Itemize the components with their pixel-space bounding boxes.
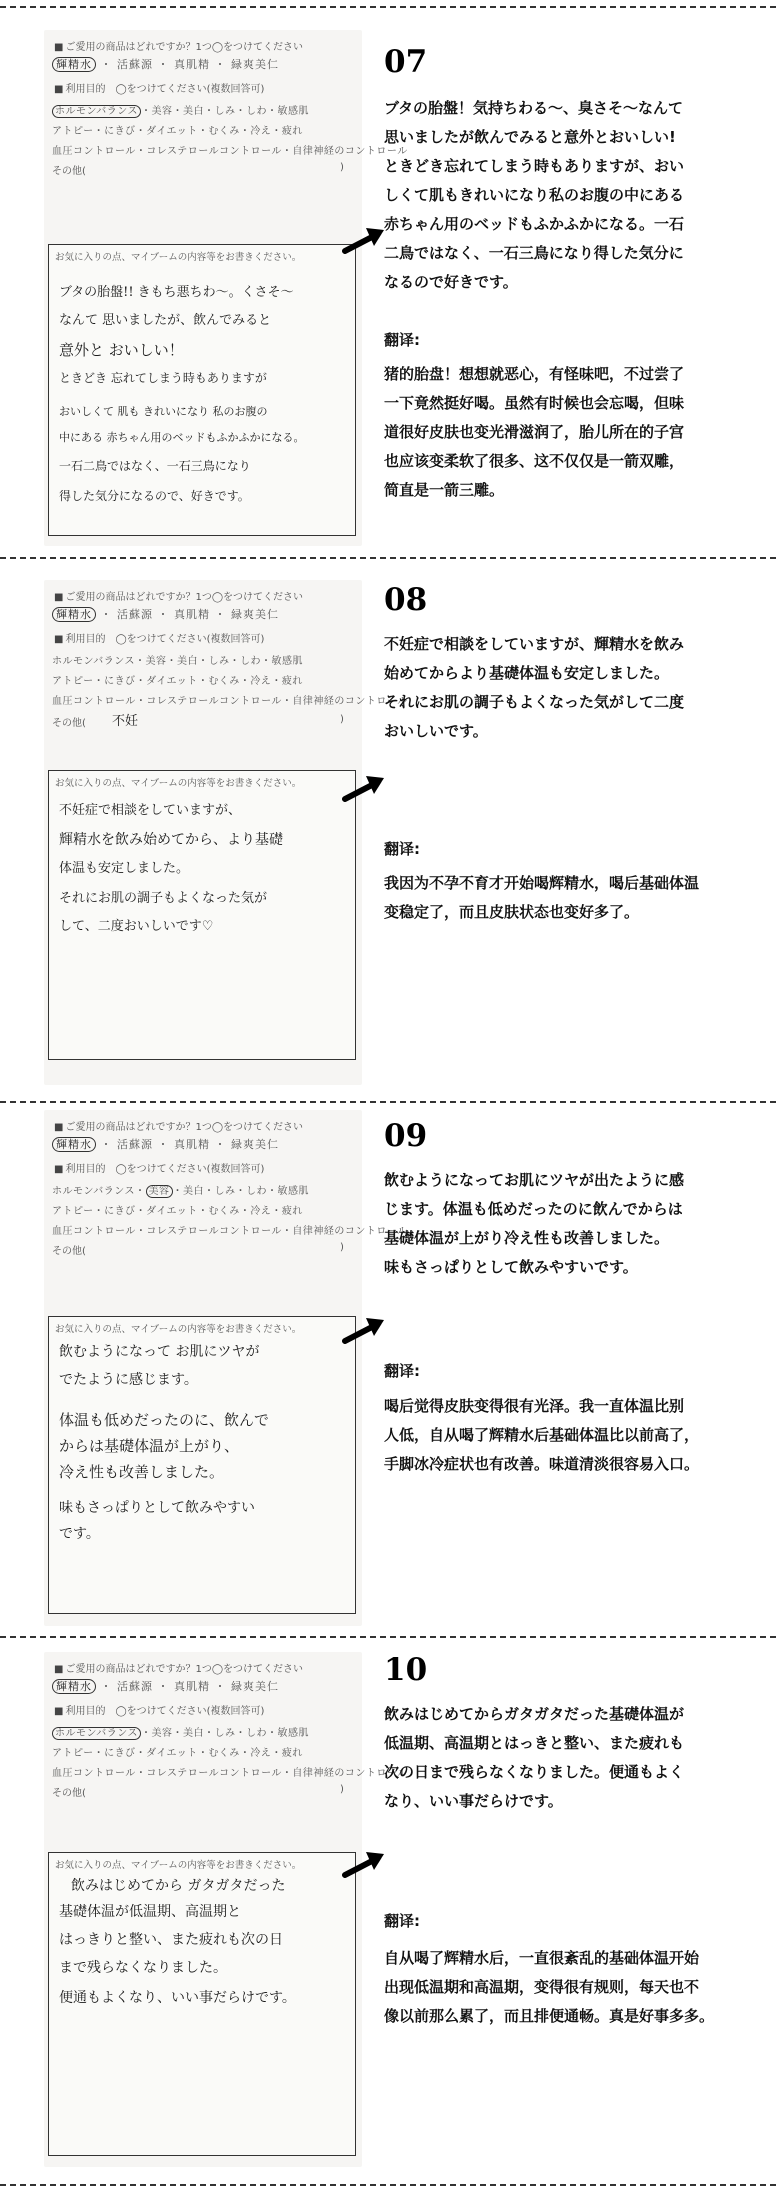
purpose-option: ホルモンバランス (52, 1186, 135, 1197)
testimonial-number: 10 (384, 1652, 428, 1688)
japanese-line: じます。体温も低めだったのに飲んでからは (384, 1200, 683, 1218)
product-option: 活蘇源 (117, 58, 153, 71)
purpose-option: 美白 (183, 1186, 204, 1197)
comment-prompt: お気に入りの点、マイブームの内容等をお書きください。 (55, 1860, 302, 1871)
japanese-line: それにお肌の調子もよくなった気がして二度 (384, 693, 685, 711)
product-option: 真肌精 (174, 58, 210, 71)
purpose-options: アトピー・にきび・ダイエット・むくみ・冷え・疲れ (52, 676, 303, 687)
purpose-option: むくみ (208, 1206, 240, 1217)
purpose-option: 冷え (250, 1206, 272, 1217)
purpose-option: 美白 (183, 1728, 204, 1739)
handwritten-line: です。 (59, 1526, 100, 1542)
handwritten-line: 基礎体温が低温期、高温期と (59, 1904, 241, 1920)
product-options: 輝精水 ・ 活蘇源 ・ 真肌精 ・ 緑爽美仁 (52, 56, 279, 72)
comment-box (48, 1852, 356, 2156)
comment-box (48, 1316, 356, 1614)
japanese-line: 二鳥ではなく、一石三鳥になり得した気分に (384, 244, 684, 262)
chinese-line: 出现低温期和高温期，变得很有规则，每天也不 (384, 1978, 700, 1996)
paren-close: ) (340, 162, 344, 173)
divider (0, 2184, 776, 2186)
handwritten-line: 便通もよくなり、いい事だらけです。 (59, 1990, 296, 2006)
japanese-line: 始めてからより基礎体温も安定しました。 (384, 664, 670, 682)
product-option: 輝精水 (52, 57, 96, 72)
purpose-option: 疲れ (281, 1748, 303, 1759)
japanese-line: おいしいです。 (384, 722, 488, 740)
translation-label: 翻译: (384, 331, 420, 349)
purpose-option: 敏感肌 (271, 656, 303, 667)
handwritten-line: 得した気分になるので、好きです。 (59, 489, 250, 503)
product-question: ■ ご愛用の商品はどれですか？1つ◯をつけてください (54, 1660, 303, 1675)
product-options: 輝精水 ・ 活蘇源 ・ 真肌精 ・ 緑爽美仁 (52, 1678, 279, 1694)
japanese-line: 低温期、高温期とはっきと整い、また疲れも (384, 1734, 685, 1752)
purpose-option: にきび (104, 126, 136, 137)
chinese-line: 喝后觉得皮肤变得很有光泽。我一直体温比别 (384, 1397, 685, 1415)
purpose-option: アトピー (52, 126, 94, 137)
purpose-options: 血圧コントロール・コレステロールコントロール・自律神経のコントロール (52, 1226, 408, 1237)
handwritten-line: ときどき 忘れてしまう時もありますが (59, 371, 267, 385)
japanese-text (384, 94, 760, 297)
comment-box (48, 244, 356, 536)
product-option: 輝精水 (52, 1679, 96, 1694)
handwritten-line: 中にある 赤ちゃん用のベッドもふかふかになる。 (59, 431, 305, 444)
product-option: 緑爽美仁 (231, 608, 279, 621)
product-option: 輝精水 (52, 607, 96, 622)
other-label: その他( (52, 718, 86, 729)
testimonial-number: 08 (384, 582, 428, 618)
purpose-options: 血圧コントロール・コレステロールコントロール・自律神経のコントロール (52, 146, 408, 157)
purpose-options: 血圧コントロール・コレステロールコントロール・自律神経のコントロール (52, 696, 408, 707)
product-option: 輝精水 (52, 1137, 96, 1152)
handwritten-line: まで残らなくなりました。 (59, 1960, 227, 1976)
product-question: ■ ご愛用の商品はどれですか？1つ◯をつけてください (54, 38, 303, 53)
chinese-line: 像以前那么累了，而且排便通畅。真是好事多多。 (384, 2007, 715, 2025)
japanese-line: 次の日まで残らなくなりました。便通もよく (384, 1763, 685, 1781)
comment-box (48, 770, 356, 1060)
arrow-icon (342, 1316, 386, 1344)
purpose-option: ホルモンバランス (52, 656, 135, 667)
purpose-option: むくみ (208, 1748, 240, 1759)
purpose-option: むくみ (208, 126, 240, 137)
japanese-line: 味もさっぱりとして飲みやすいです。 (384, 1258, 638, 1276)
product-option: 真肌精 (174, 1680, 210, 1693)
product-option: 緑爽美仁 (231, 1138, 279, 1151)
divider (0, 1101, 776, 1103)
arrow-icon (342, 774, 386, 802)
chinese-line: 自从喝了辉精水后，一直很紊乱的基础体温开始 (384, 1949, 700, 1967)
purpose-option: 疲れ (281, 676, 303, 687)
arrow-icon (342, 226, 386, 254)
japanese-text (384, 630, 760, 746)
purpose-option: 疲れ (281, 1206, 303, 1217)
handwritten-line: 飲みはじめてから ガタガタだった (71, 1878, 286, 1894)
product-option: 緑爽美仁 (231, 58, 279, 71)
purpose-option: 血圧コントロール (52, 696, 136, 707)
handwritten-line: おいしくて 肌も きれいになり 私のお腹の (59, 405, 268, 418)
other-label: その他( (52, 1246, 86, 1257)
testimonial-number: 09 (384, 1118, 428, 1154)
handwritten-line: 体温も安定しました。 (59, 861, 190, 876)
divider (0, 1636, 776, 1638)
handwritten-line: 冷え性も改善しました。 (59, 1463, 225, 1481)
purpose-option: しわ (246, 106, 267, 117)
purpose-option: ダイエット (146, 126, 198, 137)
chinese-line: 我因为不孕不育才开始喝辉精水，喝后基础体温 (384, 874, 700, 892)
product-option: 活蘇源 (117, 1680, 153, 1693)
purpose-options: アトピー・にきび・ダイエット・むくみ・冷え・疲れ (52, 1206, 303, 1217)
handwritten-line: して、二度おいしいです♡ (59, 919, 214, 934)
chinese-line: 人低，自从喝了辉精水后基础体温比以前高了， (384, 1426, 700, 1444)
chinese-line: 简直是一箭三雕。 (384, 481, 505, 499)
purpose-options: 血圧コントロール・コレステロールコントロール・自律神経のコントロール (52, 1768, 408, 1779)
purpose-option: ホルモンバランス (52, 1727, 141, 1740)
divider (0, 6, 776, 8)
handwritten-line: 味もさっぱりとして飲みやすい (59, 1500, 255, 1516)
purpose-option: 冷え (250, 1748, 272, 1759)
purpose-option: コレステロールコントロール (146, 1226, 282, 1237)
paren-close: ) (340, 1242, 344, 1253)
purpose-option: にきび (104, 676, 136, 687)
purpose-label: ■ 利用目的 ◯をつけてください(複数回答可) (54, 80, 264, 95)
chinese-translation (384, 1392, 764, 1479)
japanese-line: 飲むようになってお肌にツヤが出たように感 (384, 1171, 685, 1189)
japanese-line: 基礎体温が上がり冷え性も改善しました。 (384, 1229, 670, 1247)
purpose-option: アトピー (52, 1748, 94, 1759)
product-options: 輝精水 ・ 活蘇源 ・ 真肌精 ・ 緑爽美仁 (52, 606, 279, 622)
purpose-option: 自律神経のコントロール (292, 146, 408, 157)
purpose-option: アトピー (52, 1206, 94, 1217)
handwritten-line: 輝精水を飲み始めてから、より基礎 (59, 832, 283, 848)
purpose-option: しみ (214, 106, 236, 117)
purpose-option: ダイエット (146, 676, 198, 687)
translation-label: 翻译: (384, 1362, 420, 1380)
purpose-option: しわ (240, 656, 261, 667)
japanese-line: 思いましたが飲んでみると意外とおいしい! (384, 128, 676, 146)
handwritten-line: それにお肌の調子もよくなった気が (59, 891, 268, 906)
purpose-option: 敏感肌 (277, 106, 309, 117)
japanese-line: なり、いい事だらけです。 (384, 1792, 563, 1810)
translation-label: 翻译: (384, 1912, 420, 1930)
purpose-option: コレステロールコントロール (146, 696, 282, 707)
purpose-option: しみ (214, 1728, 236, 1739)
purpose-option: ホルモンバランス (52, 105, 141, 118)
testimonial-number: 07 (384, 44, 428, 80)
purpose-option: しわ (246, 1728, 267, 1739)
purpose-option: しみ (208, 656, 230, 667)
purpose-option: 冷え (250, 676, 272, 687)
purpose-option: 敏感肌 (277, 1186, 309, 1197)
comment-prompt: お気に入りの点、マイブームの内容等をお書きください。 (55, 778, 302, 789)
handwritten-line: はっきりと整い、また疲れも次の日 (59, 1932, 283, 1948)
purpose-options: ホルモンバランス・ 美容 ・美白・しみ・しわ・敏感肌 (52, 1186, 309, 1197)
chinese-line: 一下竟然挺好喝。虽然有时候也会忘喝，但味 (384, 394, 685, 412)
paren-close: ) (340, 1784, 344, 1795)
purpose-option: 疲れ (281, 126, 303, 137)
purpose-option: 自律神経のコントロール (292, 1768, 408, 1779)
purpose-option: コレステロールコントロール (146, 1768, 282, 1779)
chinese-line: 猪的胎盘！想想就恶心，有怪味吧，不过尝了 (384, 365, 685, 383)
paren-close: ) (340, 714, 344, 725)
japanese-text (384, 1700, 760, 1816)
product-option: 活蘇源 (117, 608, 153, 621)
purpose-options: ホルモンバランス ・美容・美白・しみ・しわ・敏感肌 (52, 1724, 309, 1739)
purpose-option: 自律神経のコントロール (292, 696, 408, 707)
product-option: 緑爽美仁 (231, 1680, 279, 1693)
japanese-line: 赤ちゃん用のベッドもふかふかになる。一石 (384, 215, 685, 233)
product-option: 活蘇源 (117, 1138, 153, 1151)
product-question: ■ ご愛用の商品はどれですか？1つ◯をつけてください (54, 588, 303, 603)
purpose-options: アトピー・にきび・ダイエット・むくみ・冷え・疲れ (52, 1748, 303, 1759)
divider (0, 557, 776, 559)
purpose-option: 自律神経のコントロール (292, 1226, 408, 1237)
purpose-option: ダイエット (146, 1206, 198, 1217)
purpose-option: 美白 (183, 106, 204, 117)
chinese-translation (384, 869, 764, 927)
handwritten-line: 飲むようになって お肌にツヤが (59, 1344, 260, 1360)
purpose-option: 美容 (151, 1728, 173, 1739)
handwritten-line: 不妊症で相談をしていますが、 (59, 803, 242, 818)
handwritten-line: なんて 思いましたが、飲んでみると (59, 313, 272, 328)
product-question: ■ ご愛用の商品はどれですか？1つ◯をつけてください (54, 1118, 303, 1133)
japanese-line: ブタの胎盤！気持ちわる〜、臭さそ〜なんて (384, 99, 683, 117)
chinese-translation (384, 1944, 764, 2031)
japanese-line: ときどき忘れてしまう時もありますが、おい (384, 157, 685, 175)
purpose-label: ■ 利用目的 ◯をつけてください(複数回答可) (54, 1702, 264, 1717)
purpose-option: コレステロールコントロール (146, 146, 282, 157)
purpose-option: むくみ (208, 676, 240, 687)
japanese-line: 不妊症で相談をしていますが、輝精水を飲み (384, 635, 685, 653)
other-label: その他( (52, 166, 86, 177)
japanese-text (384, 1166, 760, 1282)
purpose-option: アトピー (52, 676, 94, 687)
purpose-option: 美容 (146, 1185, 173, 1198)
product-option: 真肌精 (174, 608, 210, 621)
other-label: その他( (52, 1788, 86, 1799)
other-handwritten: 不妊 (112, 714, 139, 729)
purpose-option: 冷え (250, 126, 272, 137)
purpose-options: ホルモンバランス ・美容・美白・しみ・しわ・敏感肌 (52, 102, 309, 117)
purpose-option: しわ (246, 1186, 267, 1197)
product-option: 真肌精 (174, 1138, 210, 1151)
japanese-line: 飲みはじめてからガタガタだった基礎体温が (384, 1705, 685, 1723)
handwritten-line: 一石二鳥ではなく、一石三鳥になり (59, 459, 251, 473)
chinese-line: 手脚冰冷症状也有改善。味道清淡很容易入口。 (384, 1455, 700, 1473)
purpose-options: アトピー・にきび・ダイエット・むくみ・冷え・疲れ (52, 126, 303, 137)
comment-prompt: お気に入りの点、マイブームの内容等をお書きください。 (55, 252, 302, 263)
purpose-option: 敏感肌 (277, 1728, 309, 1739)
purpose-options: ホルモンバランス・美容・美白・しみ・しわ・敏感肌 (52, 656, 303, 667)
purpose-option: ダイエット (146, 1748, 198, 1759)
purpose-option: 美白 (177, 656, 198, 667)
handwritten-line: 体温も低めだったのに、飲んで (59, 1411, 270, 1429)
purpose-label: ■ 利用目的 ◯をつけてください(複数回答可) (54, 630, 264, 645)
chinese-translation (384, 360, 764, 505)
purpose-label: ■ 利用目的 ◯をつけてください(複数回答可) (54, 1160, 264, 1175)
chinese-line: 道很好皮肤也变光滑滋润了，胎儿所在的子宫 (384, 423, 685, 441)
handwritten-line: からは基礎体温が上がり、 (59, 1437, 240, 1455)
handwritten-line: でたように感じます。 (59, 1372, 198, 1388)
arrow-icon (342, 1850, 386, 1878)
chinese-line: 也应该变柔软了很多、这不仅仅是一箭双雕， (384, 452, 685, 470)
translation-label: 翻译: (384, 840, 420, 858)
product-options: 輝精水 ・ 活蘇源 ・ 真肌精 ・ 緑爽美仁 (52, 1136, 279, 1152)
purpose-option: にきび (104, 1748, 136, 1759)
japanese-line: しくて肌もきれいになり私のお腹の中にある (384, 186, 685, 204)
handwritten-line: ブタの胎盤!! きもち悪ちわ〜。くさそ〜 (59, 285, 294, 300)
comment-prompt: お気に入りの点、マイブームの内容等をお書きください。 (55, 1324, 302, 1335)
japanese-line: なるので好きです。 (384, 273, 518, 291)
chinese-line: 变稳定了，而且皮肤状态也变好多了。 (384, 903, 640, 921)
purpose-option: しみ (214, 1186, 236, 1197)
handwritten-line: 意外と おいしい！ (59, 341, 184, 359)
purpose-option: にきび (104, 1206, 136, 1217)
purpose-option: 血圧コントロール (52, 1226, 136, 1237)
purpose-option: 血圧コントロール (52, 146, 136, 157)
purpose-option: 美容 (145, 656, 167, 667)
purpose-option: 血圧コントロール (52, 1768, 136, 1779)
purpose-option: 美容 (151, 106, 173, 117)
